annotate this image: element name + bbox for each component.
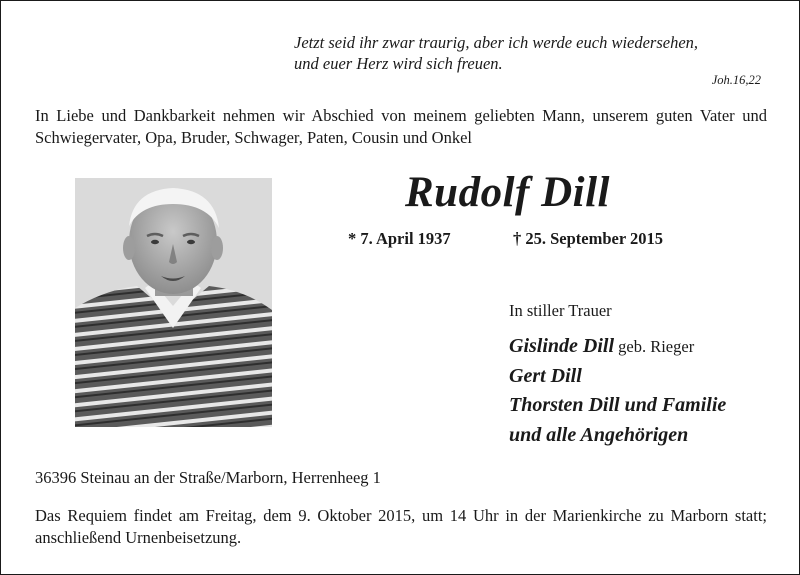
birth-date: * 7. April 1937 [348,229,451,248]
mourners-list [509,332,789,450]
quote-line-1: Jetzt seid ihr zwar traurig, aber ich werde euch wiedersehen, [294,33,699,52]
mourner-4 [509,421,789,451]
quote-source: Joh.16,22 [711,73,761,87]
mourner-2 [509,362,789,392]
mourner-3 [509,391,789,421]
portrait-photo [75,178,272,427]
address: 36396 Steinau an der Straße/Marborn, Herrenheeg 1 [35,468,381,487]
mourner-suffix: geb. Rieger [614,337,695,356]
mourner-1 [509,332,789,362]
mourning-label: In stiller Trauer [509,301,612,320]
intro-text: In Liebe und Dankbarkeit nehmen wir Abschied von meinem geliebten Mann, unserem guten Vater und Schwiegervater, Opa, Bruder, Schwager, Paten, Cousin und Onkel [35,106,767,147]
requiem-info: Das Requiem findet am Freitag, dem 9. Oktober 2015, um 14 Uhr in der Marienkirche zu Marborn statt; anschließend Urnenbeisetzung. [35,506,767,547]
bible-quote [294,32,774,74]
mourner-name: Thorsten Dill und Familie [509,394,727,416]
mourner-name: und alle Angehörigen [509,423,689,446]
deceased-name: Rudolf Dill [405,169,611,216]
quote-line-2: und euer Herz wird sich freuen. [294,54,503,73]
mourner-name: Gert Dill [509,364,582,387]
death-date: † 25. September 2015 [513,229,664,248]
mourner-name: Gislinde Dill [509,335,615,357]
